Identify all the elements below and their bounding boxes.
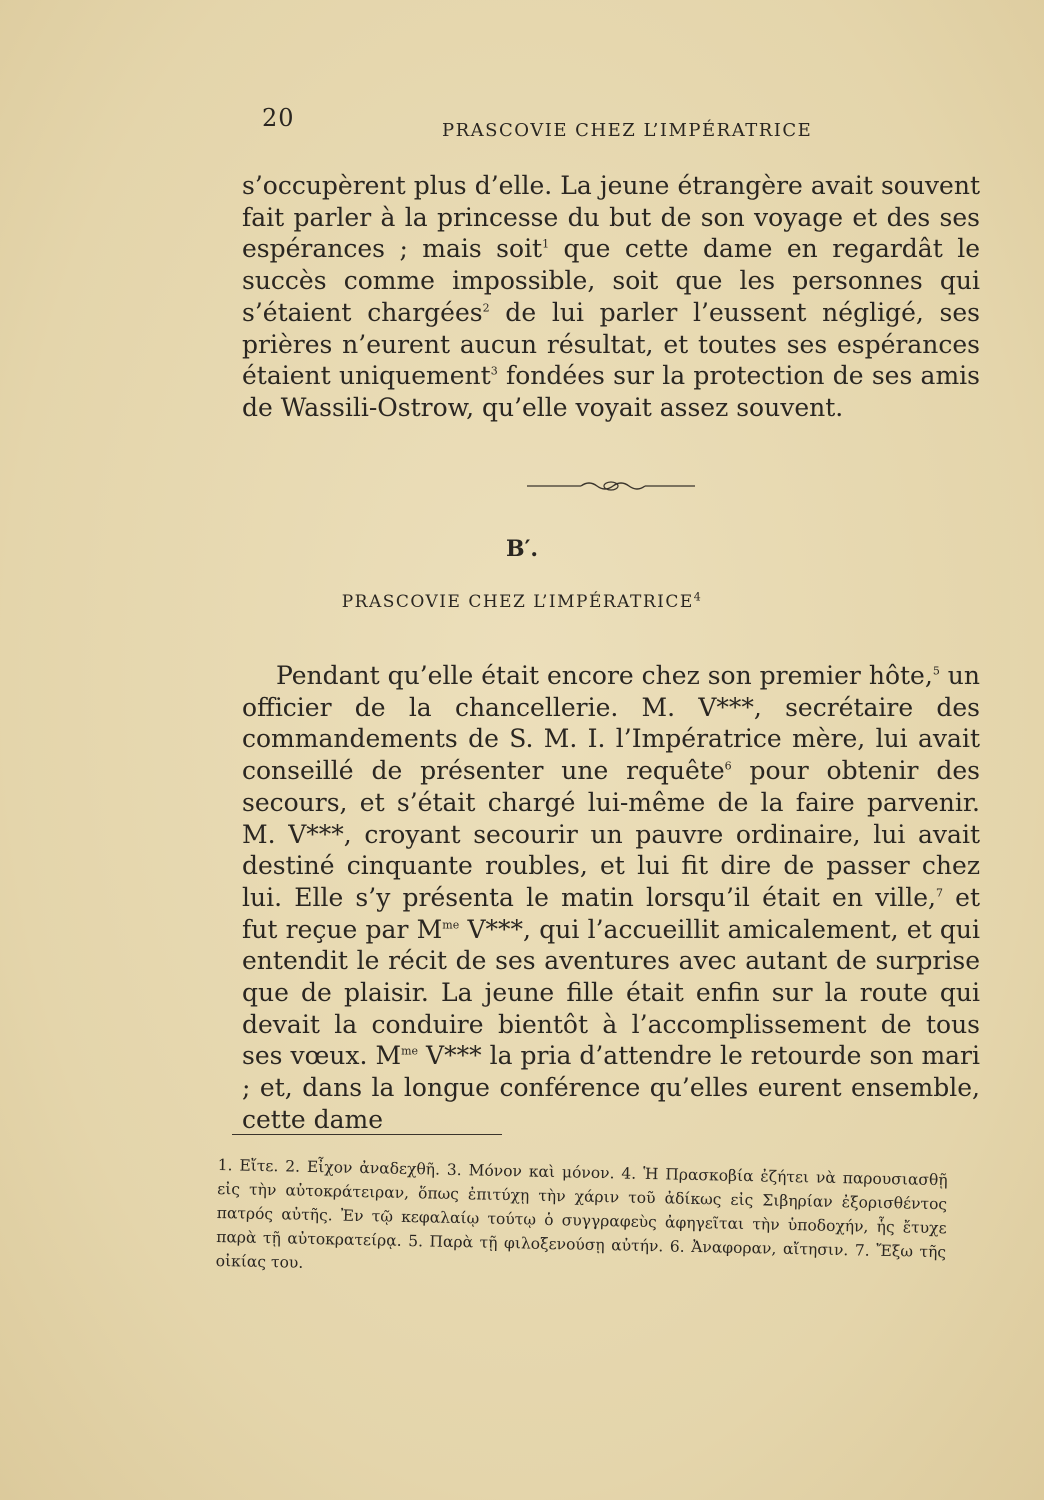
text-segment: V***, qui l’accueillit amicalement, et qui entendit le récit de ses aventures avec autant de surprise que de plaisir. La jeune fille était enfin sur la route qui devait la conduire bientôt à l’accomplissement de tous ses vœux. M [242, 914, 980, 1071]
footnote-marker: 7 [935, 886, 943, 900]
footnote-marker: 6 [724, 759, 732, 773]
footnote-marker: 4 [693, 590, 703, 604]
text-segment: V*** la pria d’attendre le retourde son mari ; et, dans la longue conférence qu’elles eurent ensemble, cette dame [242, 1041, 981, 1134]
text-segment: et fut reçue par M [242, 882, 980, 944]
page-header [258, 100, 978, 150]
page-number: 20 [262, 104, 295, 132]
abbreviation-superscript: me [442, 918, 460, 932]
footnote-separator [232, 1134, 502, 1135]
text-segment: de lui parler l’eussent négligé, ses prières n’eurent aucun résultat, et toutes ses espérances étaient uniquement [242, 297, 980, 391]
ornament-divider [527, 476, 695, 496]
text-segment: que cette dame en regardât le succès comme impossible, soit que les personnes qui s’étaient chargées [242, 234, 980, 327]
section-title-text: PRASCOVIE CHEZ L’IMPÉRATRICE [341, 592, 694, 612]
footnote-marker: 3 [490, 364, 498, 378]
footnote-marker: 1 [542, 238, 550, 252]
section-title [0, 592, 1044, 612]
footnotes: 1. Εἴτε. 2. Εἶχον ἀναδεχθῆ. 3. Μόνον καὶ μόνον. 4. Ἡ Πρασκοβία ἐζήτει νὰ παρουσιασθῇ εἰς τὴν αὐτοκράτειραν, ὅπως ἐπιτύχῃ τὴν χάριν τοῦ ἀδίκως εἰς Σιβηρίαν ἐξορισθέντος πατρός αὐτῆς. Ἐν τῷ κεφαλαίῳ τούτῳ ὁ συγγραφεὺς ἀφηγεῖται τὴν ὑποδοχήν, ἧς ἔτυχε παρὰ τῇ αὐτοκρατείρᾳ. 5. Παρὰ τῇ φιλοξενούσῃ αὐτήν. 6. Ἀναφοραν, αἴτησιν. 7. Ἔξω τῆς οἰκίας του. [215, 1155, 948, 1272]
footnote-marker: 5 [932, 664, 940, 678]
text-segment: pour obtenir des secours, et s’était chargé lui-même de la faire parvenir. M. V***, croyant secourir un pauvre ordinaire, lui avait destiné cinquante roubles, et lui fit dire de passer chez lui. Elle s’y présenta le matin lorsqu’il était en ville, [242, 756, 980, 912]
text-segment: fondées sur la protection de ses amis de Wassili-Ostrow, qu’elle voyait assez souvent. [242, 361, 980, 422]
paragraph-continued [242, 170, 980, 424]
text-segment: Pendant qu’elle était encore chez son premier hôte, [276, 661, 933, 690]
paragraph-main [242, 660, 980, 1136]
running-title: PRASCOVIE CHEZ L’IMPÉRATRICE [442, 120, 813, 141]
text-segment: un officier de la chancellerie. M. V***, secrétaire des commandements de S. M. I. l’Impératrice mère, lui avait conseillé de présenter une requête [242, 661, 980, 786]
section-letter: B′. [505, 536, 539, 562]
footnote-marker: 2 [482, 301, 490, 315]
abbreviation-superscript: me [401, 1045, 419, 1059]
text-segment: s’occupèrent plus d’elle. La jeune étrangère avait souvent fait parler à la princesse du but de son voyage et des ses espérances ; mais soit [242, 171, 980, 264]
